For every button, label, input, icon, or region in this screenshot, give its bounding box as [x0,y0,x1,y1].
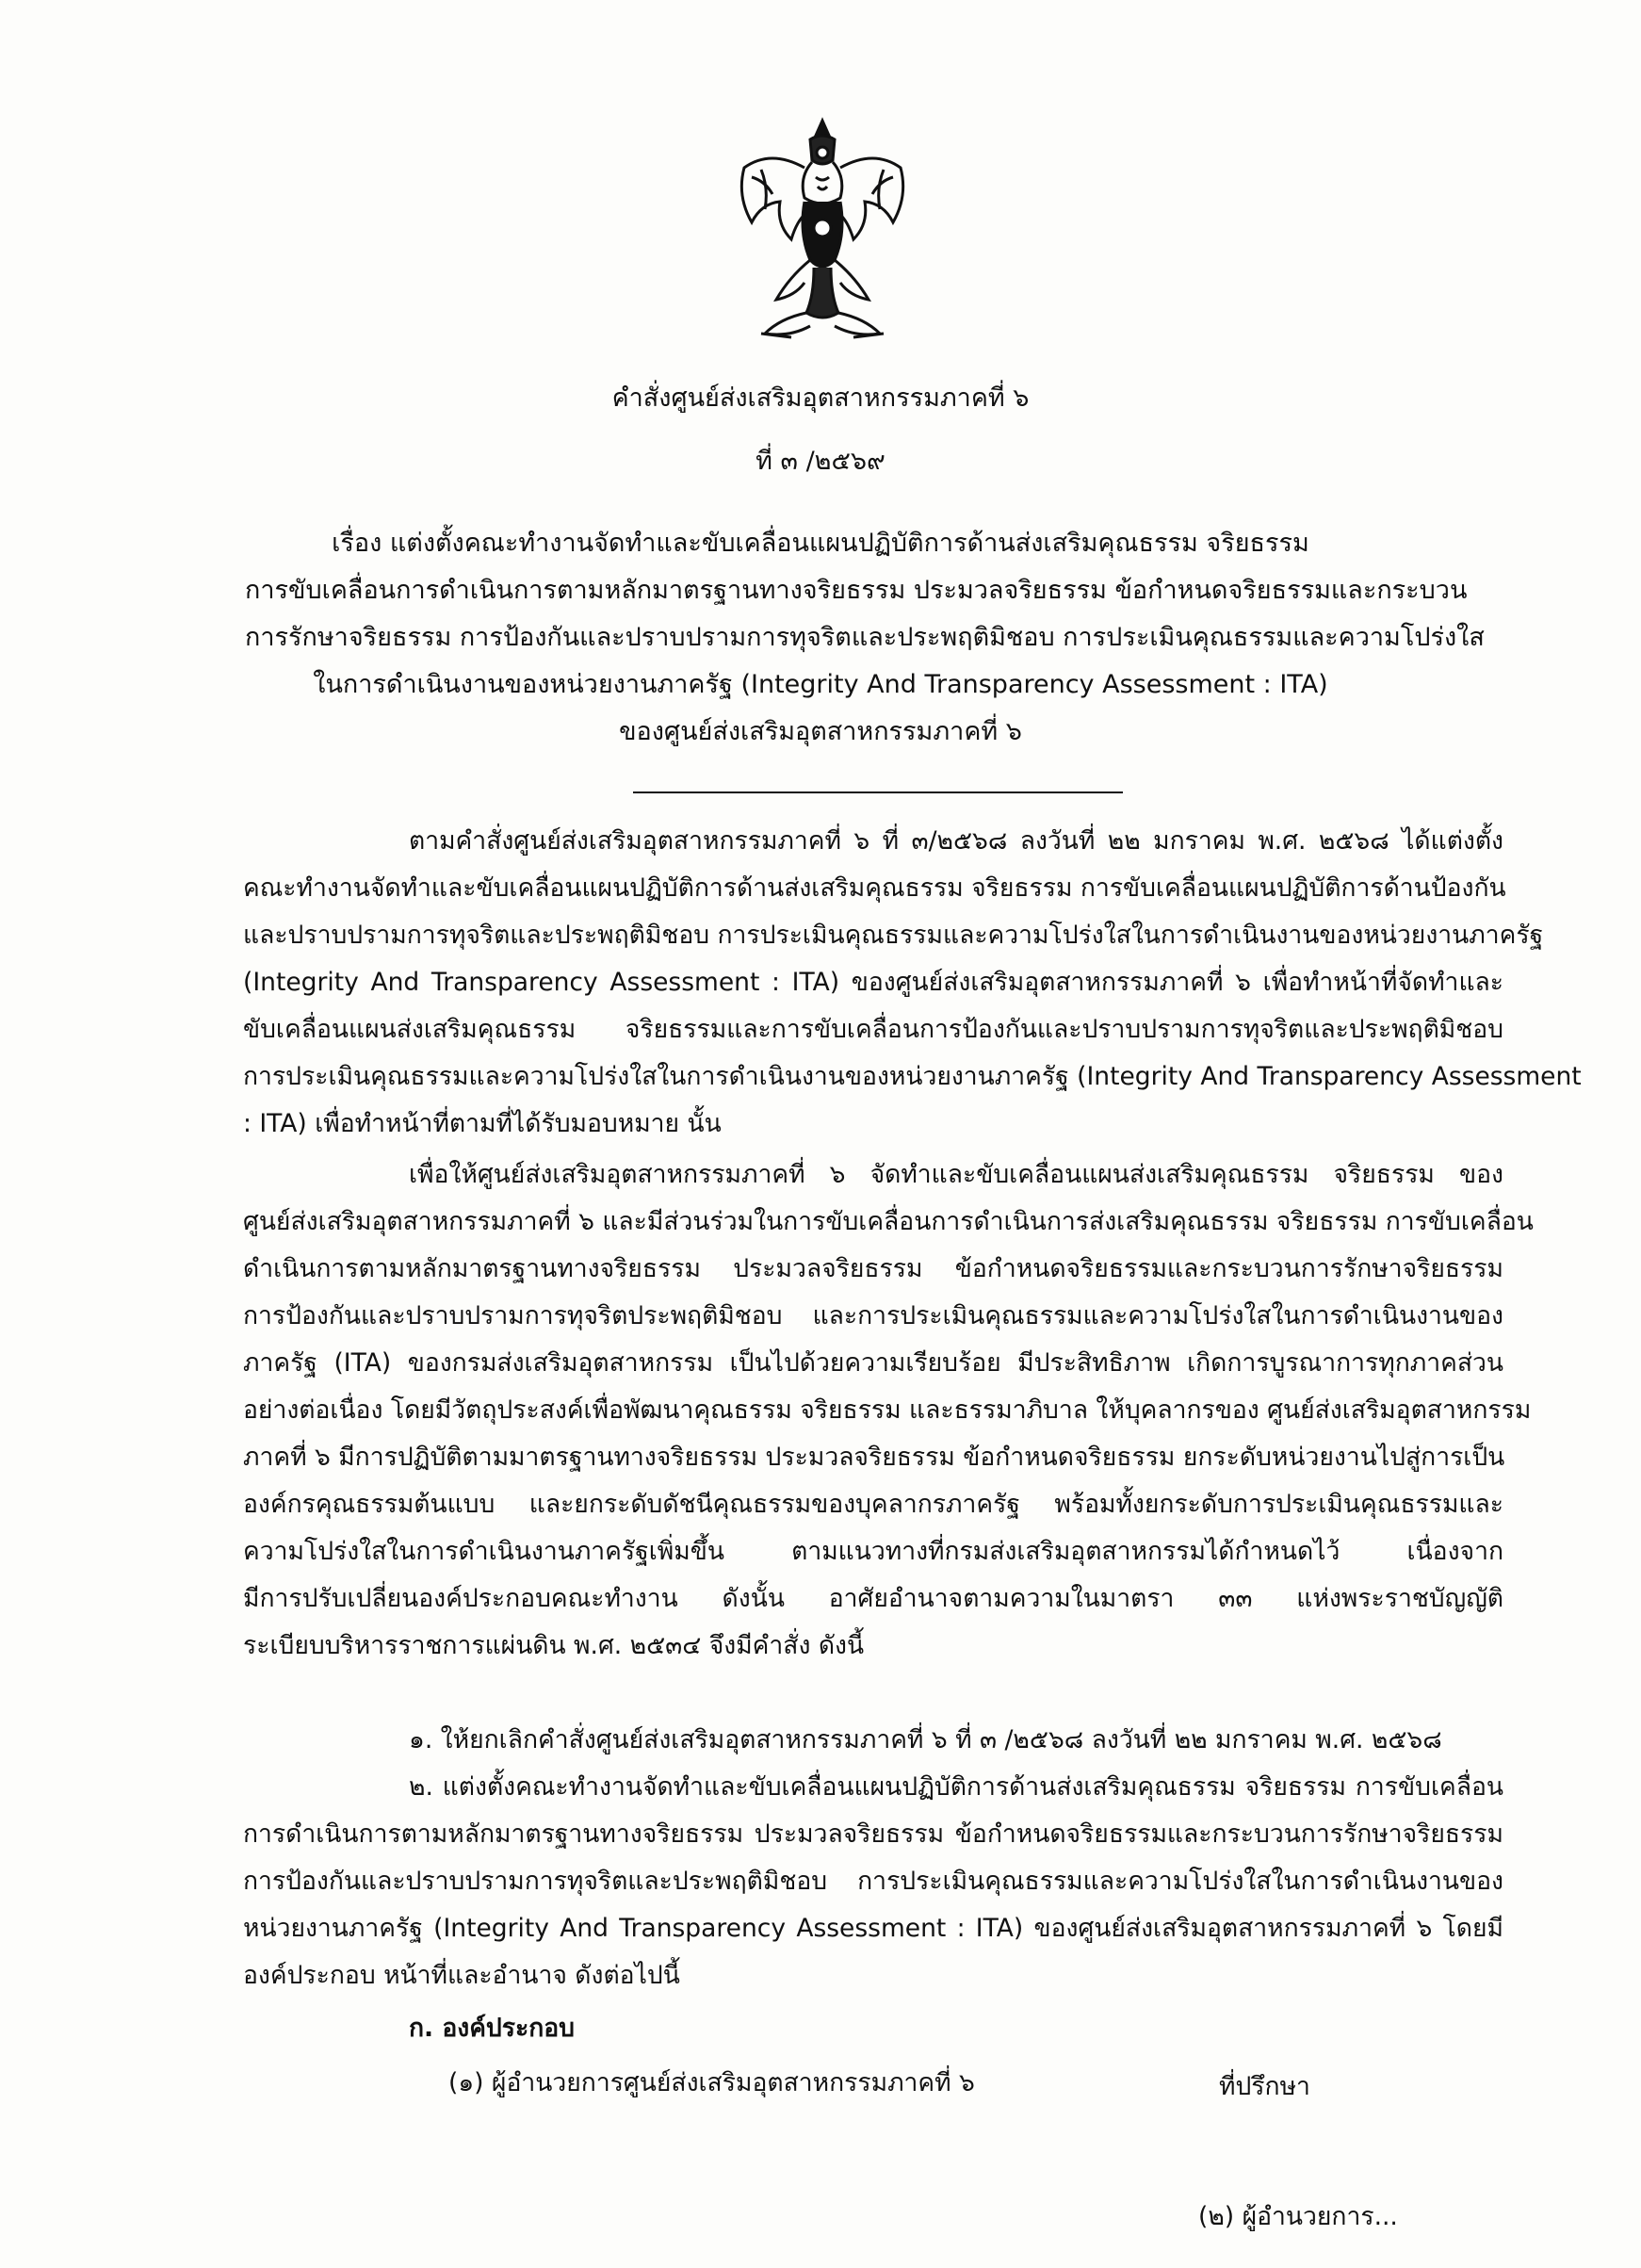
order-subject [245,520,1485,756]
subject-line: เรื่อง แต่งตั้งคณะทำงานจัดทำและขับเคลื่อนแผนปฏิบัติการด้านส่งเสริมคุณธรรม จริยธรรม [332,529,1309,558]
paragraph-line: ภาคที่ ๖ มีการปฏิบัติตามมาตรฐานทางจริยธรรม ประมวลจริยธรรม ข้อกำหนดจริยธรรม ยกระดับหน่วยงานไปสู่การเป็น [243,1443,1505,1472]
paragraph-line: การประเมินคุณธรรมและความโปร่งใสในการดำเนินงานของหน่วยงานภาครัฐ (Integrity And Transparency Assessment [243,1062,1582,1091]
paragraph-line: หน่วยงานภาครัฐ (Integrity And Transparency Assessment : ITA) ของศูนย์ส่งเสริมอุตสาหกรรมภาคที่ ๖ โดยมี [243,1914,1503,1943]
paragraph-background [243,818,1582,1148]
subject-line: การรักษาจริยธรรม การป้องกันและปราบปรามการทุจริตและประพฤติมิชอบ การประเมินคุณธรรมและความโปร่งใส [245,623,1485,652]
paragraph-line: ระเบียบบริหารราชการแผ่นดิน พ.ศ. ๒๕๓๔ จึงมีคำสั่ง ดังนี้ [243,1631,865,1660]
paragraph-line: ภาครัฐ (ITA) ของกรมส่งเสริมอุตสาหกรรม เป็นไปด้วยความเรียบร้อย มีประสิทธิภาพ เกิดการบูรณาการทุกภาคส่วน [243,1348,1503,1378]
subject-line: ในการดำเนินงานของหน่วยงานภาครัฐ (Integrity And Transparency Assessment : ITA) [313,670,1328,699]
order-number: ที่ ๓ /๒๕๖๙ [756,447,885,476]
paragraph-purpose [243,1151,1534,1670]
paragraph-line: มีการปรับเปลี่ยนองค์ประกอบคณะทำงาน ดังนั้น อาศัยอำนาจตามความในมาตรา ๓๓ แห่งพระราชบัญญัติ [243,1584,1503,1613]
divider-line [633,791,1123,793]
paragraph-line: คณะทำงานจัดทำและขับเคลื่อนแผนปฏิบัติการด้านส่งเสริมคุณธรรม จริยธรรม การขับเคลื่อนแผนปฏิบัติการด้านป้องกัน [243,873,1506,903]
paragraph-line: ศูนย์ส่งเสริมอุตสาหกรรมภาคที่ ๖ และมีส่วนร่วมในการขับเคลื่อนการดำเนินการส่งเสริมคุณธรรม จริยธรรม การขับเคลื่อน [243,1207,1534,1236]
paragraph-line: องค์กรคุณธรรมต้นแบบ และยกระดับดัชนีคุณธรรมของบุคลากรภาครัฐ พร้อมทั้งยกระดับการประเมินคุณธรรมและ [243,1490,1503,1519]
member-name: (๑) ผู้อำนวยการศูนย์ส่งเสริมอุตสาหกรรมภาคที่ ๖ [448,2068,975,2097]
subject-line: ของศูนย์ส่งเสริมอุตสาหกรรมภาคที่ ๖ [619,717,1022,746]
continuation-note: (๒) ผู้อำนวยการ... [1198,2202,1398,2231]
clause-cancel-order: ๑. ให้ยกเลิกคำสั่งศูนย์ส่งเสริมอุตสาหกรรมภาคที่ ๖ ที่ ๓ /๒๕๖๘ ลงวันที่ ๒๒ มกราคม พ.ศ. ๒๕๖๘ [409,1725,1442,1754]
clause-appoint-committee [243,1764,1503,1999]
paragraph-line: ขับเคลื่อนแผนส่งเสริมคุณธรรม จริยธรรมและการขับเคลื่อนการป้องกันและปราบปรามการทุจริตและประพฤติมิชอบ [243,1015,1503,1044]
paragraph-line: อย่างต่อเนื่อง โดยมีวัตถุประสงค์เพื่อพัฒนาคุณธรรม จริยธรรม และธรรมาภิบาล ให้บุคลากรของ ศูนย์ส่งเสริมอุตสาหกรรม [243,1395,1532,1425]
paragraph-line: ความโปร่งใสในการดำเนินงานภาครัฐเพิ่มขึ้น ตามแนวทางที่กรมส่งเสริมอุตสาหกรรมได้กำหนดไว้ เนื่องจาก [243,1537,1503,1566]
paragraph-line: และปราบปรามการทุจริตและประพฤติมิชอบ การประเมินคุณธรรมและความโปร่งใสในการดำเนินงานของหน่วยงานภาครัฐ [243,921,1544,950]
paragraph-line: ตามคำสั่งศูนย์ส่งเสริมอุตสาหกรรมภาคที่ ๖ ที่ ๓/๒๕๖๘ ลงวันที่ ๒๒ มกราคม พ.ศ. ๒๕๖๘ ได้แต่งตั้ง [409,826,1503,856]
paragraph-line: การป้องกันและปราบปรามการทุจริตและประพฤติมิชอบ การประเมินคุณธรรมและความโปร่งใสในการดำเนินงานของ [243,1867,1503,1896]
paragraph-line: องค์ประกอบ หน้าที่และอำนาจ ดังต่อไปนี้ [243,1961,680,1990]
order-title: คำสั่งศูนย์ส่งเสริมอุตสาหกรรมภาคที่ ๖ [611,383,1030,413]
member-role: ที่ปรึกษา [1219,2072,1310,2101]
paragraph-line: : ITA) เพื่อทำหน้าที่ตามที่ได้รับมอบหมาย นั้น [243,1109,722,1138]
paragraph-line: การป้องกันและปราบปรามการทุจริตประพฤติมิชอบ และการประเมินคุณธรรมและความโปร่งใสในการดำเนินงานของ [243,1301,1503,1330]
paragraph-line: การดำเนินการตามหลักมาตรฐานทางจริยธรรม ประมวลจริยธรรม ข้อกำหนดจริยธรรมและกระบวนการรักษาจริยธรรม [243,1819,1503,1849]
garuda-emblem-icon [723,111,921,347]
subject-line: การขับเคลื่อนการดำเนินการตามหลักมาตรฐานทางจริยธรรม ประมวลจริยธรรม ข้อกำหนดจริยธรรมและกระบวน [245,576,1468,605]
paragraph-line: (Integrity And Transparency Assessment : ITA) ของศูนย์ส่งเสริมอุตสาหกรรมภาคที่ ๖ เพื่อทำหน้าที่จัดทำและ [243,968,1503,997]
section-heading-composition: ก. องค์ประกอบ [409,2014,575,2043]
paragraph-line: เพื่อให้ศูนย์ส่งเสริมอุตสาหกรรมภาคที่ ๖ จัดทำและขับเคลื่อนแผนส่งเสริมคุณธรรม จริยธรรม ของ [409,1160,1503,1189]
paragraph-line: ๒. แต่งตั้งคณะทำงานจัดทำและขับเคลื่อนแผนปฏิบัติการด้านส่งเสริมคุณธรรม จริยธรรม การขับเคลื่อน [409,1772,1503,1802]
paragraph-line: ดำเนินการตามหลักมาตรฐานทางจริยธรรม ประมวลจริยธรรม ข้อกำหนดจริยธรรมและกระบวนการรักษาจริยธรรม [243,1254,1503,1283]
